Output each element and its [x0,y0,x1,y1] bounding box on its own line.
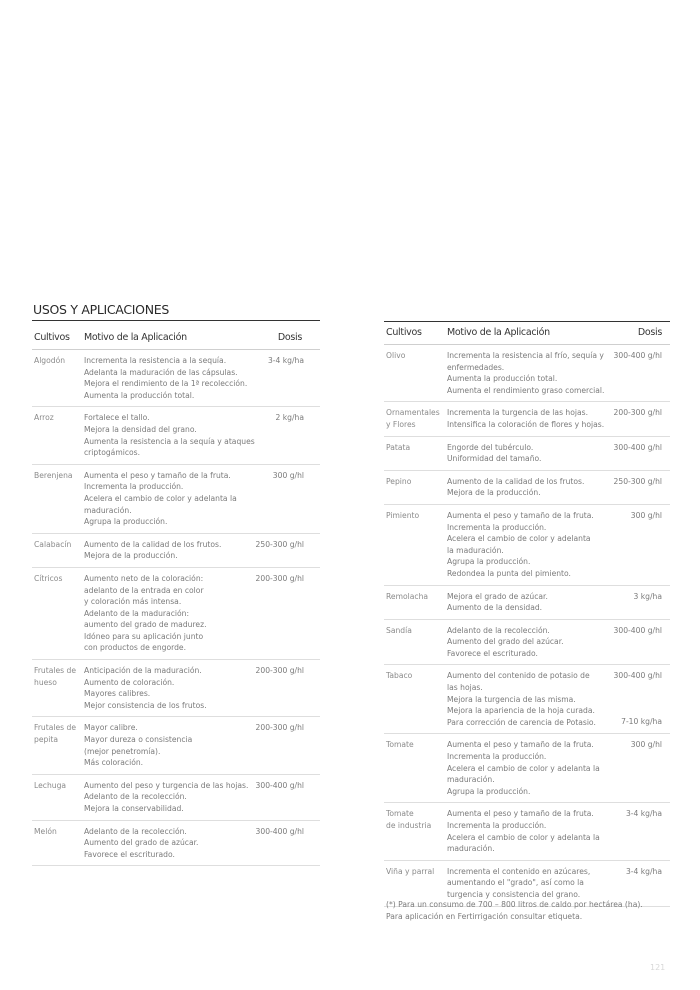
motive-line: Acelera el cambio de color y adelanta la [447,763,600,773]
crop-name [34,573,62,585]
crop-name-line: Frutales de [34,666,77,676]
table-row [384,620,670,666]
dose-value: 200-300 g/hl [255,723,304,733]
motive-line: Mejor consistencia de los frutos. [84,700,207,710]
crop-name-line: Olivo [386,351,406,360]
motive-line: Incrementa el contenido en azúcares, [447,866,591,876]
table-row [384,402,670,436]
dose-value: 300-400 g/hl [613,351,662,360]
motive-line: Aumento del grado del azúcar. [447,637,564,647]
dose-value: 300 g/hl [630,510,662,520]
motive-line: Incrementa la producción. [447,752,547,762]
application-motive [84,573,320,654]
motive-line: Adelanto de la maduración: [84,608,190,618]
motive-line: Redondea la punta del pimiento. [447,568,571,578]
motive-line: Aumenta el peso y tamaño de la fruta. [447,809,594,819]
crop-name [386,591,428,603]
motive-line: Aumento del grado de azúcar. [84,838,199,848]
motive-line: Aumenta el peso y tamaño de la fruta. [84,470,231,480]
motive-line: turgencia y consistencia del grano. [447,889,581,899]
crop-name-line: Remolacha [386,591,429,601]
dose-value: 3-4 kg/ha [625,809,662,819]
table-row [32,821,320,867]
dose-value: 200-300 g/hl [613,408,662,418]
header-motive: Motivo de la Aplicación [84,332,187,343]
header-dose: Dosis [637,327,662,338]
motive-line: Mejora de la producción. [84,551,178,561]
dose-value: 300-400 g/hl [613,442,662,452]
motive-line: Acelera el cambio de color y adelanta la [84,493,237,503]
motive-line: Adelanto de la recolección. [84,826,187,836]
motive-line: Aumento de la calidad de los frutos. [447,476,585,486]
footnote-line: (*) Para un consumo de 700 – 800 litros de caldo por hectárea (ha). [386,900,643,909]
crop-name-line: Melón [34,826,57,836]
motive-line: Aumenta la producción total. [84,390,195,400]
crop-name-line: Sandía [386,625,412,635]
motive-line: Agrupa la producción. [84,517,168,527]
motive-line: Aumento del contenido de potasio de [447,671,590,681]
motive-line: Mayor dureza o consistencia [84,735,193,745]
motive-line: maduración. [84,505,132,515]
crop-name [34,826,57,838]
motive-line: Mejora el rendimiento de la 1ª recolección. [84,379,248,389]
table-row [32,717,320,774]
crop-name-line: Tabaco [386,671,413,681]
dose-value: 200-300 g/hl [255,666,304,676]
motive-line: Acelera el cambio de color y adelanta la [447,832,600,842]
motive-line: Mejora el grado de azúcar. [447,591,548,601]
motive-line: maduración. [447,844,495,854]
crop-name [34,355,65,367]
crop-name-line: pepita [34,735,59,745]
crop-name [386,670,412,682]
table-row [384,437,670,471]
crop-name [34,665,76,688]
motive-line: Aumenta el peso y tamaño de la fruta. [447,510,594,520]
footnote-line: Para aplicación en Fertirrigación consultar etiqueta. [386,911,583,921]
footnote [386,899,643,922]
crop-name [386,808,431,831]
crop-name-line: Viña y parral [386,866,435,876]
table-header [32,327,320,350]
motive-line: Mejora de la producción. [447,488,541,498]
crop-name [386,476,411,488]
dose-value: 300 g/hl [272,470,304,480]
crop-name [386,625,412,637]
table-row [32,407,320,464]
table-row [32,568,320,660]
applications-table-right [384,321,670,907]
motive-line: Incrementa la producción. [447,522,547,532]
motive-line: Incrementa la producción. [447,821,547,830]
page-number: 121 [650,963,666,972]
crop-name [34,412,54,424]
dose-value: 3 kg/ha [633,591,662,601]
crop-name-line: Pepino [386,476,412,486]
motive-line: Incrementa la producción. [84,482,184,492]
dose-value: 2 kg/ha [275,413,304,423]
motive-line: Aumenta la resistencia a la sequía y ataques [84,436,255,446]
table-row [384,505,670,586]
table-row [32,534,320,568]
crop-name [34,722,76,745]
motive-line: Mejora la conservabilidad. [84,804,184,813]
motive-line: Aumenta la producción total. [447,374,558,384]
crop-name-line: Pimiento [386,510,420,520]
motive-line: Aumento de la calidad de los frutos. [84,539,222,549]
header-dose: Dosis [277,332,302,343]
motive-line: Mejora la densidad del grano. [84,424,197,434]
crop-name-line: Arroz [34,413,54,423]
header-motive: Motivo de la Aplicación [447,327,550,338]
crop-name-line: Patata [386,442,411,452]
crop-name [386,407,440,430]
motive-line: Favorece el escriturado. [84,849,175,859]
dose-value-secondary: 7-10 kg/ha [621,716,662,726]
crop-name-line: Berenjena [34,470,73,480]
dose-value: 300-400 g/hl [255,826,304,836]
motive-line: aumentando el "grado", así como la [447,878,584,888]
dose-value: 300 g/hl [630,740,662,750]
crop-name [386,442,410,454]
dose-value: 200-300 g/hl [255,573,304,583]
motive-line: Aumento del peso y turgencia de las hojas. [84,780,249,790]
motive-line: las hojas. [447,683,483,693]
table-row [384,803,670,860]
motive-line: (mejor penetromía). [84,746,161,756]
table-row [32,660,320,717]
motive-line: Incrementa la resistencia al frío, sequía y [447,351,604,360]
crop-name-line: y Flores [386,419,416,429]
motive-line: Aumenta el peso y tamaño de la fruta. [447,740,594,750]
crop-name [34,470,73,482]
motive-line: Adelanto de la recolección. [447,625,550,635]
table-row [384,345,670,402]
crop-name-line: Frutales de [34,723,77,733]
motive-line: Aumento de la densidad. [447,603,543,613]
motive-line: enfermedades. [447,362,505,372]
motive-line: Agrupa la producción. [447,786,531,796]
dose-value: 300-400 g/hl [613,671,662,681]
motive-line: Aumento de coloración. [84,677,175,687]
table-body [32,350,320,866]
crop-name-line: Tomate [386,809,414,819]
crop-name [386,510,419,522]
crop-name-line: Tomate [386,740,414,750]
motive-line: y coloración más intensa. [84,597,182,607]
motive-line: adelanto de la entrada en color [84,585,204,595]
motive-line: Más coloración. [84,758,144,768]
header-crop: Cultivos [34,332,70,343]
motive-line: Uniformidad del tamaño. [447,454,542,464]
motive-line: Idóneo para su aplicación junto [84,631,204,641]
crop-name-line: Ornamentales [386,408,440,418]
crop-name-line: Calabacín [34,539,72,549]
section-title: USOS Y APLICACIONES [33,302,169,317]
crop-name-line: Lechuga [34,780,67,790]
dose-value: 3-4 kg/ha [625,866,662,876]
motive-line: Incrementa la turgencia de las hojas. [447,408,589,418]
dose-value: 300-400 g/hl [613,625,662,635]
dose-value: 3-4 kg/ha [267,356,304,365]
title-rule [32,320,320,321]
table-row [384,665,670,734]
table-body [384,345,670,907]
crop-name-line: Algodón [34,356,66,365]
motive-line: aumento del grado de madurez. [84,620,207,630]
motive-line: Favorece el escriturado. [447,648,538,658]
motive-line: Acelera el cambio de color y adelanta [447,534,591,544]
motive-line: Mejora la apariencia de la hoja curada. [447,706,595,716]
motive-line: Aumento neto de la coloración: [84,573,204,583]
motive-line: Mejora la turgencia de las misma. [447,694,576,704]
crop-name [386,350,405,362]
crop-name-line: Cítricos [34,573,63,583]
table-row [32,350,320,407]
motive-line: Anticipación de la maduración. [84,666,202,676]
crop-name [386,739,414,751]
table-row [32,775,320,821]
crop-name [34,780,66,792]
dose-value: 300-400 g/hl [255,780,304,790]
motive-line: Adelanta la maduración de las cápsulas. [84,367,238,377]
crop-name [34,539,71,551]
motive-line: Adelanto de la recolección. [84,792,187,802]
motive-line: la maduración. [447,545,504,555]
motive-line: criptogámicos. [84,448,141,458]
dose-value: 250-300 g/hl [613,476,662,486]
crop-name [386,866,434,878]
motive-line: con productos de engorde. [84,643,187,653]
table-row [32,465,320,534]
table-row [384,471,670,505]
motive-line: Mayor calibre. [84,723,138,733]
table-row [384,586,670,620]
applications-table-left [32,327,320,866]
motive-line: Intensifica la coloración de flores y hojas. [447,419,605,429]
table-header [384,322,670,345]
table-row [384,734,670,803]
motive-line: Aumenta el rendimiento graso comercial. [447,385,605,395]
motive-line: Agrupa la producción. [447,557,531,567]
motive-line: Fortalece el tallo. [84,413,150,423]
crop-name-line: de industria [386,821,432,830]
dose-value: 250-300 g/hl [255,539,304,549]
motive-line: maduración. [447,775,495,785]
crop-name-line: hueso [34,677,57,687]
motive-line: Engorde del tubérculo. [447,442,534,452]
header-crop: Cultivos [386,327,422,338]
motive-line: Incrementa la resistencia a la sequía. [84,356,227,365]
motive-line: Para corrección de carencia de Potasio. [447,717,596,727]
motive-line: Mayores calibres. [84,689,151,699]
